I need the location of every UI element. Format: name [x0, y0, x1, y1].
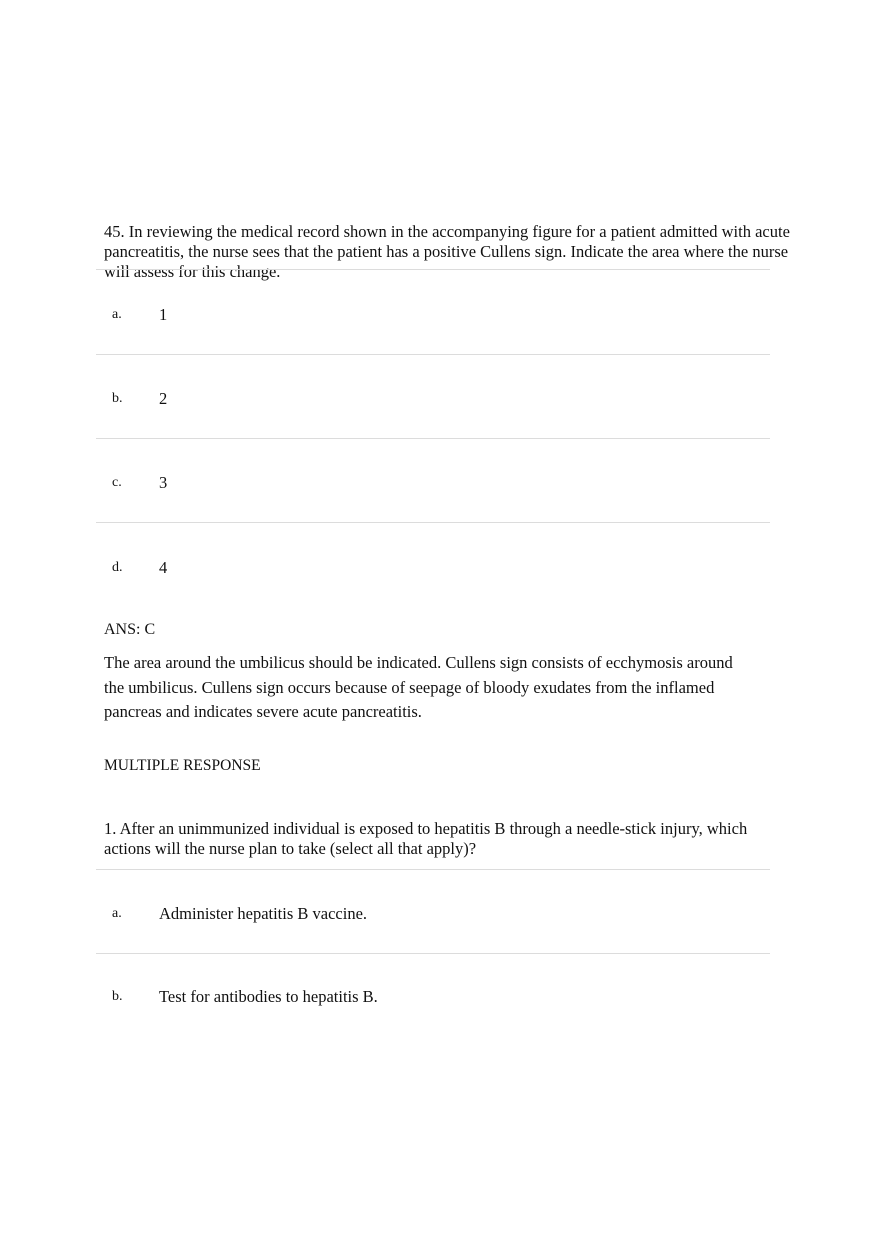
option-text: 2: [159, 389, 168, 408]
answer-key: ANS: C: [104, 621, 156, 638]
section-heading: MULTIPLE RESPONSE: [104, 757, 261, 774]
option-text: Test for antibodies to hepatitis B.: [159, 987, 378, 1006]
divider: [96, 354, 770, 355]
option-letter: a.: [112, 307, 122, 322]
question-1-stem: 1. After an unimmunized individual is exposed to hepatitis B through a needle-stick injury, which actions will the nurse plan to take (select all that apply)?: [104, 819, 748, 858]
option-letter: a.: [112, 906, 122, 921]
question-1-option-b: [112, 986, 378, 1008]
option-text: Administer hepatitis B vaccine.: [159, 904, 368, 923]
divider: [96, 522, 770, 523]
question-45-option-c: [112, 472, 167, 494]
option-text: 1: [159, 305, 168, 324]
divider: [96, 953, 770, 954]
option-text: 3: [159, 473, 168, 492]
divider: [96, 438, 770, 439]
rationale-text: The area around the umbilicus should be indicated. Cullens sign consists of ecchymosis around the umbilicus. Cullens sign occurs because of seepage of bloody exudates from the inflamed pancreas and indicates severe acute pancreatitis.: [104, 653, 733, 721]
question-45-option-b: [112, 388, 167, 410]
option-text: 4: [159, 558, 168, 577]
question-45-stem: 45. In reviewing the medical record shown in the accompanying figure for a patient admitted with acute pancreatitis, the nurse sees that the patient has a positive Cullens sign. Indicate the area where the nurse will assess for this change.: [104, 222, 790, 281]
option-letter: b.: [112, 989, 123, 1004]
option-letter: c.: [112, 475, 122, 490]
option-letter: d.: [112, 560, 123, 575]
divider: [96, 869, 770, 870]
option-letter: b.: [112, 391, 123, 406]
question-45-option-a: [112, 304, 167, 326]
question-1-option-a: [112, 903, 367, 925]
divider: [96, 269, 770, 270]
question-45-option-d: [112, 557, 167, 579]
